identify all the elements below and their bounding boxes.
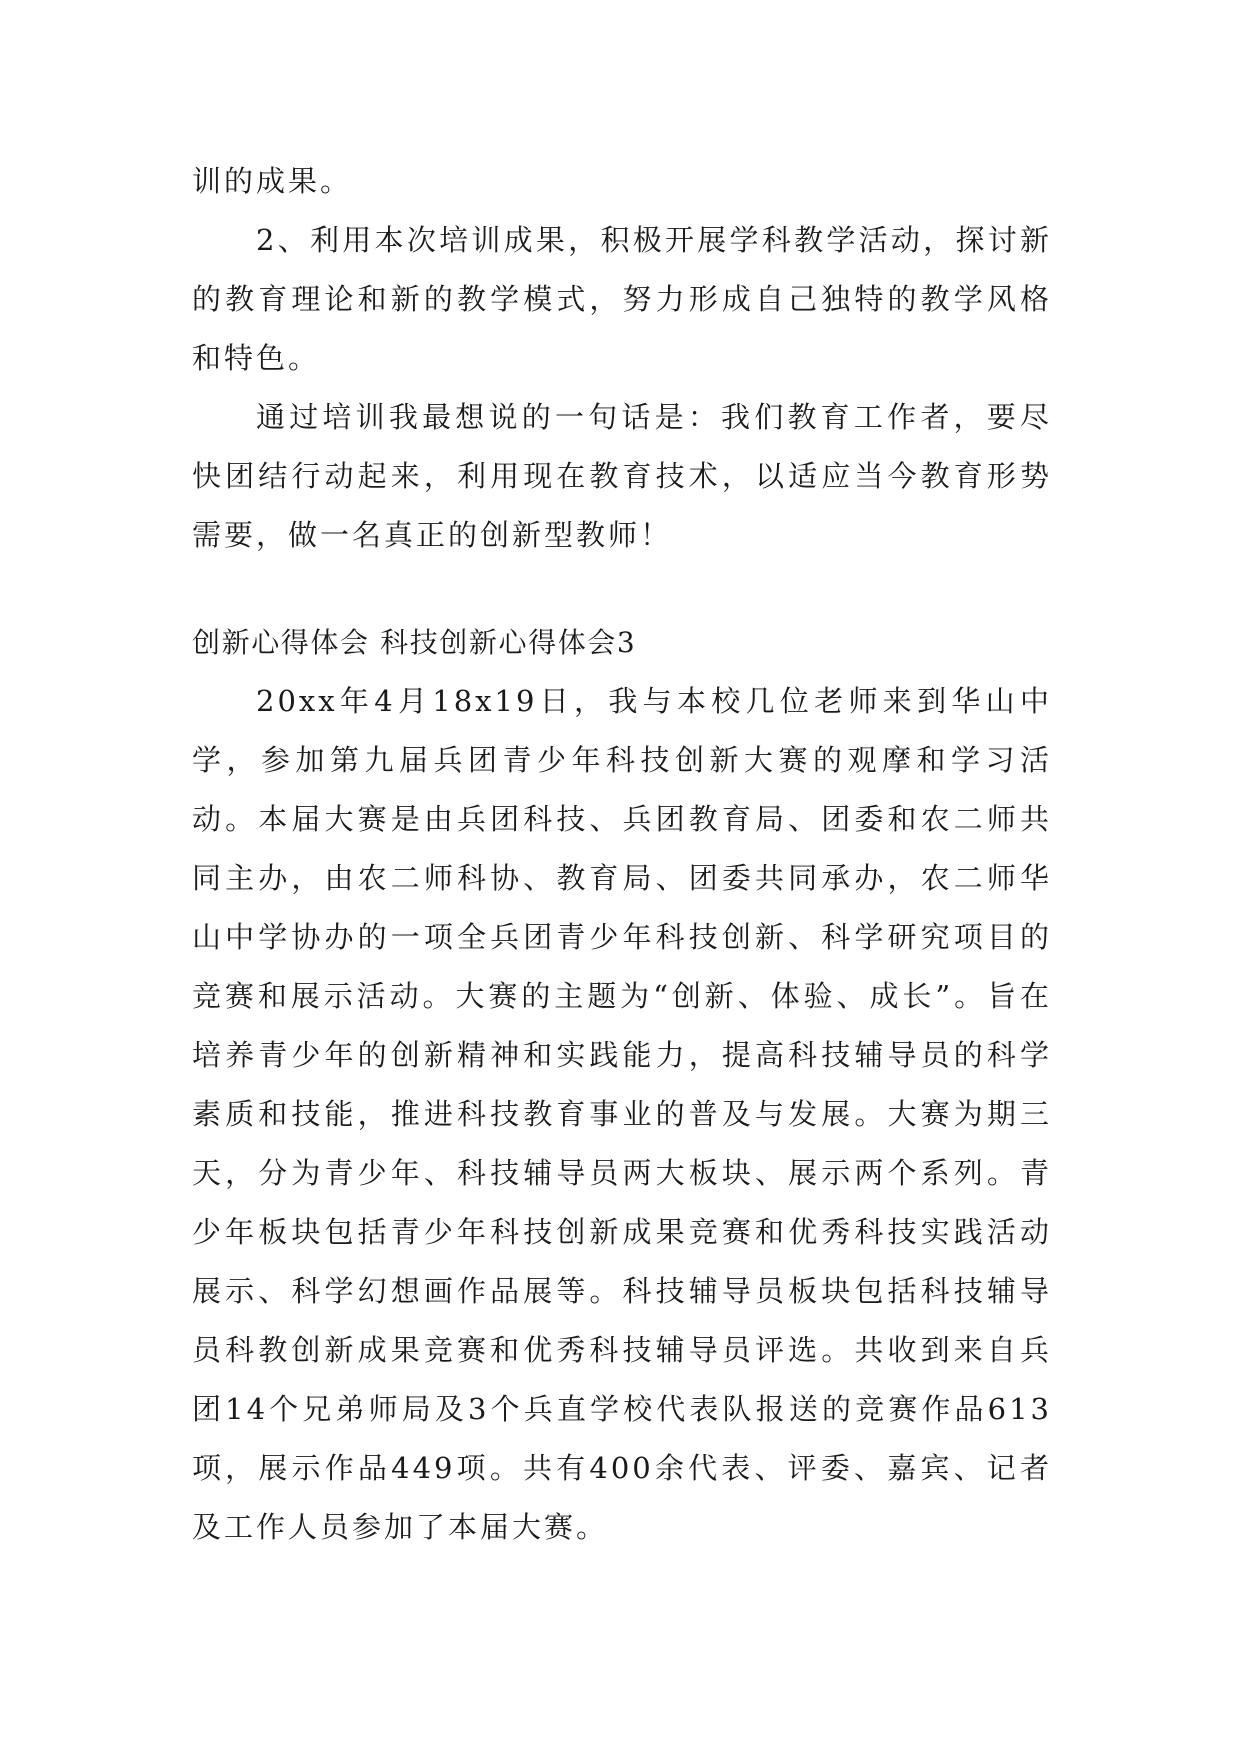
paragraph-continuation: 训的成果。 — [192, 164, 353, 198]
section-heading: 创新心得体会 科技创新心得体会3 — [192, 626, 637, 659]
paragraph-item-2: 2、利用本次培训成果，积极开展学科教学活动，探讨新的教育理论和新的教学模式，努力形成自己独特的教学风格和特色。 — [192, 223, 1052, 375]
document-content — [192, 152, 1052, 1557]
paragraph-closing: 通过培训我最想说的一句话是：我们教育工作者，要尽快团结行动起来，利用现在教育技术，以适应当今教育形势需要，做一名真正的创新型教师！ — [192, 400, 1052, 552]
section-body-paragraph: 20xx年4月18x19日，我与本校几位老师来到华山中学，参加第九届兵团青少年科技创新大赛的观摩和学习活动。本届大赛是由兵团科技、兵团教育局、团委和农二师共同主办，由农二师科协、教育局、团委共同承办，农二师华山中学协办的一项全兵团青少年科技创新、科学研究项目的竞赛和展示活动。大赛的主题为“创新、体验、成长”。旨在培养青少年的创新精神和实践能力，提高科技辅导员的科学素质和技能，推进科技教育事业的普及与发展。大赛为期三天，分为青少年、科技辅导员两大板块、展示两个系列。青少年板块包括青少年科技创新成果竞赛和优秀科技实践活动展示、科学幻想画作品展等。科技辅导员板块包括科技辅导员科教创新成果竞赛和优秀科技辅导员评选。共收到来自兵团14个兄弟师局及3个兵直学校代表队报送的竞赛作品613项，展示作品449项。共有400余代表、评委、嘉宾、记者及工作人员参加了本届大赛。 — [192, 684, 1052, 1544]
